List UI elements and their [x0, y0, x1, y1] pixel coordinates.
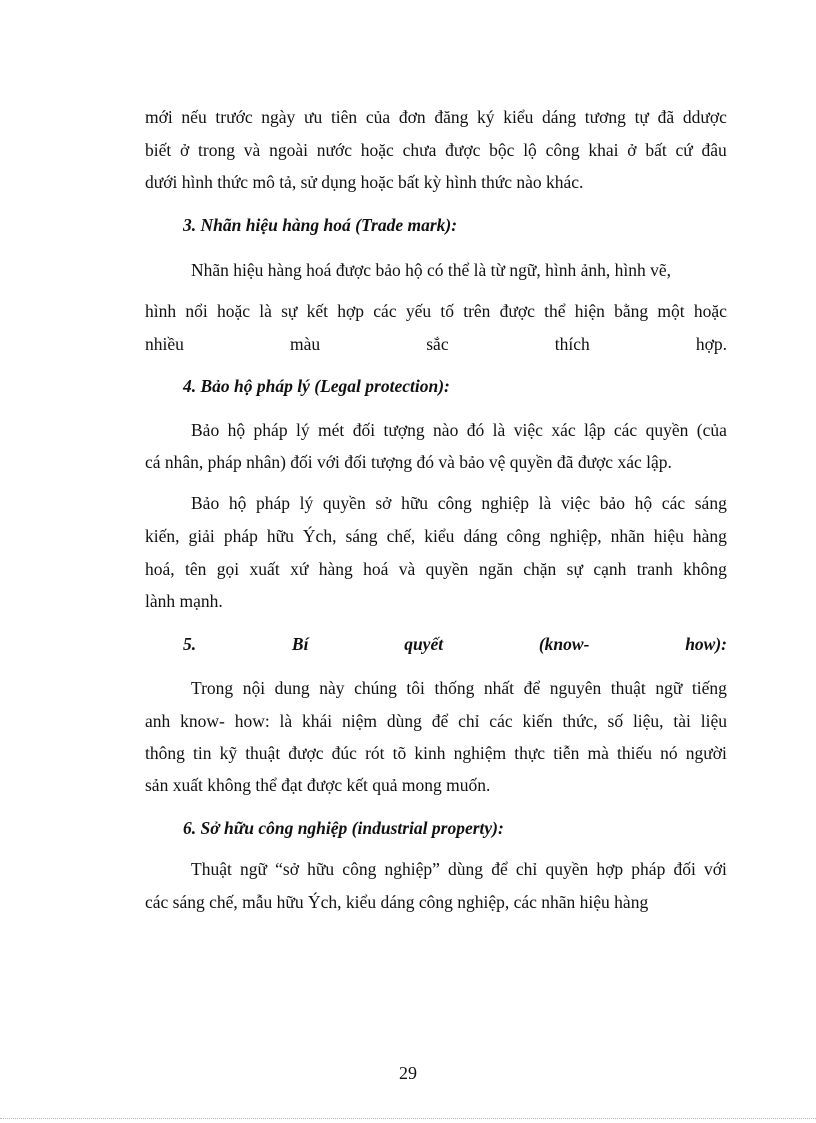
word: và: [398, 559, 416, 579]
body-line: dưới hình thức mô tả, sử dụng hoặc bất kỳ hình thức nào khác.: [145, 172, 584, 192]
body-line-justified: [145, 332, 727, 356]
word: thực: [514, 743, 546, 763]
word: yếu: [405, 301, 432, 321]
word: nổi: [185, 301, 208, 321]
word: sắc: [426, 334, 449, 354]
word: để: [431, 711, 449, 731]
word: tôi: [406, 678, 425, 698]
word: thích: [554, 334, 590, 354]
word: đúc: [331, 743, 357, 763]
word: hợp: [596, 859, 624, 879]
word: nếu: [181, 107, 207, 127]
word: ưu: [304, 107, 323, 127]
word: ngữ: [655, 678, 683, 698]
word: nước: [316, 140, 352, 160]
word: sự: [566, 559, 583, 579]
word: việc: [560, 493, 591, 513]
word: ngoài: [269, 140, 308, 160]
word: nhiều: [145, 334, 184, 354]
word: thông: [145, 743, 185, 763]
word: bất: [645, 140, 667, 160]
word: tiếng: [691, 678, 727, 698]
word: (của: [696, 420, 727, 440]
word: hoá,: [145, 559, 175, 579]
word: nghiệp”: [384, 859, 440, 879]
word: ngày: [261, 107, 296, 127]
word: hình: [145, 301, 177, 321]
word: dùng: [386, 711, 422, 731]
word: gọi: [216, 559, 240, 579]
word: Ých,: [302, 526, 337, 546]
word: biết: [145, 140, 172, 160]
word: (know-: [538, 634, 590, 654]
word: thể: [544, 301, 566, 321]
word: hợp: [337, 301, 365, 321]
word: pháp: [255, 493, 291, 513]
word: tố: [440, 301, 454, 321]
body-line: [145, 524, 727, 548]
word: rót: [365, 743, 385, 763]
word: quyền: [545, 859, 589, 879]
body-line: Nhãn hiệu hàng hoá được bảo hộ có thể là từ ngữ, hình ảnh, hình vẽ,: [191, 260, 671, 280]
word: quyền: [425, 559, 469, 579]
word: bằng: [614, 301, 649, 321]
word: công: [342, 859, 377, 879]
word: khái: [302, 711, 333, 731]
word: nhãn: [610, 526, 645, 546]
word: kỹ: [219, 743, 238, 763]
word: Bảo: [191, 493, 220, 513]
word: hoặc: [693, 301, 727, 321]
word: trước: [215, 107, 253, 127]
word: công: [545, 140, 580, 160]
word: hoặc: [360, 140, 394, 160]
word: các: [661, 493, 686, 513]
word: hữu: [401, 493, 429, 513]
body-line: [145, 557, 727, 581]
word: tài: [673, 711, 691, 731]
word: how):: [685, 634, 727, 654]
word: nào: [433, 420, 459, 440]
word: kinh: [414, 743, 446, 763]
word: sở: [375, 493, 392, 513]
word: mới: [145, 107, 173, 127]
word: bảo: [599, 493, 626, 513]
word: Trong: [191, 678, 234, 698]
word: lý: [296, 420, 310, 440]
word: được: [499, 301, 535, 321]
body-line: [145, 105, 727, 129]
word: xuất: [249, 559, 280, 579]
word: xứ: [290, 559, 309, 579]
word: ký: [477, 107, 495, 127]
word: số: [607, 711, 624, 731]
word: trên: [463, 301, 491, 321]
word: hữu: [266, 526, 294, 546]
word: lý: [299, 493, 314, 513]
word: kiểu: [424, 526, 455, 546]
word: hợp.: [695, 334, 727, 354]
word: ở: [180, 140, 190, 160]
body-line: lành mạnh.: [145, 591, 223, 611]
word: giải: [188, 526, 215, 546]
word: đối: [673, 859, 696, 879]
word: chế,: [386, 526, 416, 546]
word: đâu: [701, 140, 727, 160]
word: tự: [634, 107, 649, 127]
page-bottom-rule: [0, 1118, 816, 1119]
word: nội: [242, 678, 266, 698]
word: Bảo: [191, 420, 220, 440]
word: lập: [584, 420, 606, 440]
word: cạnh: [593, 559, 627, 579]
body-line: [191, 857, 727, 881]
word: Bí: [291, 634, 309, 654]
word: ngăn: [478, 559, 513, 579]
word: dùng: [448, 859, 484, 879]
word: hộ: [228, 493, 247, 513]
word: hiện: [574, 301, 605, 321]
word: “sở: [275, 859, 299, 879]
word: này: [319, 678, 345, 698]
word: và: [243, 140, 261, 160]
body-line: sản xuất không thể đạt được kết quả mong muốn.: [145, 775, 491, 795]
word: là: [259, 301, 272, 321]
word: dáng: [542, 107, 577, 127]
word: ở: [627, 140, 637, 160]
word: thuật: [245, 743, 281, 763]
word: hoá: [363, 559, 389, 579]
word: pháp: [631, 859, 666, 879]
word: hữu: [307, 859, 335, 879]
word: thuật: [610, 678, 646, 698]
word: quyền: [645, 420, 689, 440]
body-line: [145, 299, 727, 323]
word: các: [489, 711, 513, 731]
word: kiến,: [145, 526, 180, 546]
word: công: [506, 526, 541, 546]
word: tên: [185, 559, 207, 579]
body-line: [191, 491, 727, 515]
word: kiểu: [503, 107, 534, 127]
word: để: [491, 859, 508, 879]
body-line: các sáng chế, mẫu hữu Ých, kiểu dáng công nghiệp, các nhãn hiệu hàng: [145, 892, 649, 912]
word: không: [683, 559, 727, 579]
word: tranh: [636, 559, 673, 579]
word: việc: [513, 420, 543, 440]
body-line: [191, 676, 727, 700]
word: của: [365, 107, 391, 127]
word: hàng: [318, 559, 353, 579]
word: lộ: [523, 140, 537, 160]
word: các: [613, 420, 638, 440]
word: dung: [274, 678, 310, 698]
word: xác: [551, 420, 576, 440]
word: đối: [352, 420, 376, 440]
word: công: [437, 493, 472, 513]
word: hoặc: [216, 301, 251, 321]
word: kiến: [522, 711, 553, 731]
section-heading-6: 6. Sở hữu công nghiệp (industrial property):: [183, 818, 504, 838]
word: để: [523, 678, 541, 698]
word: tương: [584, 107, 626, 127]
word: nghiệp,: [549, 526, 602, 546]
word: nhất: [483, 678, 515, 698]
word: hộ: [634, 493, 653, 513]
word: sáng: [694, 493, 727, 513]
word: pháp: [223, 526, 258, 546]
word: nguyên: [549, 678, 602, 698]
word: thống: [434, 678, 475, 698]
word: nó: [660, 743, 678, 763]
word: chỉ: [458, 711, 480, 731]
word: là: [492, 420, 506, 440]
word: đó: [466, 420, 485, 440]
word: ddược: [682, 107, 727, 127]
section-heading-5: [183, 632, 727, 656]
body-line: cá nhân, pháp nhân) đối với đối tượng đó và bảo vệ quyền đã được xác lập.: [145, 452, 672, 472]
word: đã: [657, 107, 675, 127]
word: ngữ: [239, 859, 267, 879]
word: chúng: [354, 678, 397, 698]
word: nghiệp: [481, 493, 530, 513]
body-line: [145, 741, 727, 765]
word: là: [538, 493, 552, 513]
word: chưa: [402, 140, 437, 160]
body-line: [145, 709, 727, 733]
word: chặn: [523, 559, 557, 579]
word: 5.: [183, 634, 197, 654]
word: người: [685, 743, 727, 763]
word: các: [373, 301, 397, 321]
word: mà: [587, 743, 609, 763]
word: tiễn: [553, 743, 580, 763]
body-line: [145, 138, 727, 162]
word: một: [657, 301, 685, 321]
word: được: [288, 743, 324, 763]
word: với: [704, 859, 727, 879]
word: niệm: [342, 711, 377, 731]
word: quyết: [404, 634, 444, 654]
word: chỉ: [515, 859, 538, 879]
word: hàng: [692, 526, 727, 546]
word: đăng: [434, 107, 469, 127]
word: thức,: [562, 711, 598, 731]
body-line: [191, 418, 727, 442]
word: sáng: [345, 526, 378, 546]
section-heading-4: 4. Bảo hộ pháp lý (Legal protection):: [183, 376, 450, 396]
word: cứ: [675, 140, 693, 160]
word: bộc: [489, 140, 515, 160]
word: liệu: [700, 711, 727, 731]
word: khai: [588, 140, 619, 160]
word: Thuật: [191, 859, 232, 879]
word: sự: [281, 301, 298, 321]
word: tiên: [330, 107, 358, 127]
word: hiệu: [653, 526, 684, 546]
word: thiếu: [617, 743, 653, 763]
word: how:: [234, 711, 270, 731]
word: hộ: [227, 420, 246, 440]
page-number: 29: [399, 1063, 417, 1083]
word: trong: [198, 140, 235, 160]
word: quyền: [322, 493, 366, 513]
word: pháp: [253, 420, 288, 440]
word: mét: [318, 420, 345, 440]
word: kết: [306, 301, 329, 321]
word: anh: [145, 711, 171, 731]
word: màu: [290, 334, 321, 354]
word: tin: [192, 743, 212, 763]
section-heading-3: 3. Nhãn hiệu hàng hoá (Trade mark):: [183, 215, 458, 235]
word: tõ: [392, 743, 407, 763]
word: là: [279, 711, 293, 731]
word: liệu,: [632, 711, 664, 731]
word: dáng: [463, 526, 498, 546]
word: tượng: [383, 420, 425, 440]
word: được: [445, 140, 481, 160]
word: know-: [180, 711, 225, 731]
word: nghiệm: [453, 743, 507, 763]
word: đơn: [398, 107, 426, 127]
